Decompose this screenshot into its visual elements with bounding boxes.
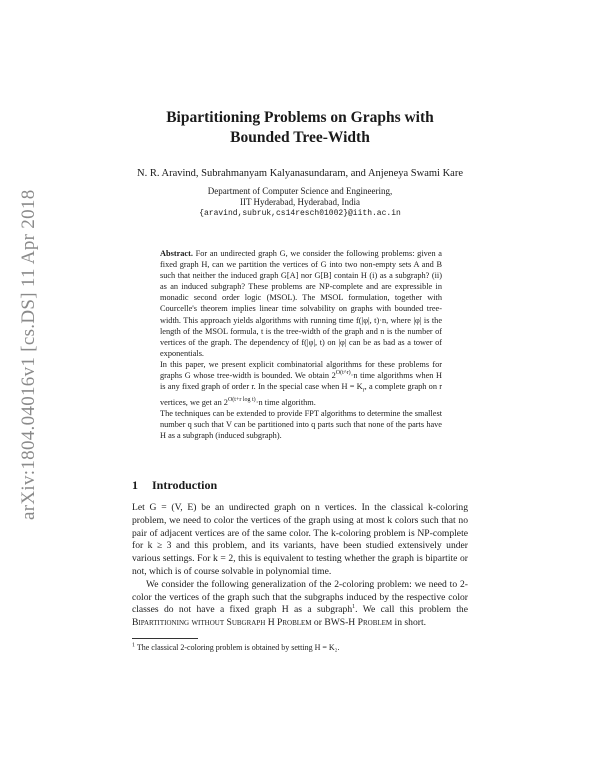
problem-name-2: Problem [357,617,393,629]
arxiv-stamp: arXiv:1804.04016v1 [cs.DS] 11 Apr 2018 [18,189,39,520]
affiliation-department: Department of Computer Science and Engineering, [207,186,393,196]
body-text-2b: . We call this problem the [355,604,468,616]
abstract-exponent-2: O(t+r log t) [227,397,256,404]
abstract-text-2a: In this paper, we present explicit combinatorial algorithms for these problems for graphs G whose tree-width is bounded. We obtain 2 [160,359,442,381]
body-text-2a: We consider the following generalization of the 2-coloring problem: we need to 2-color the vertices of the graph such that the subgraphs induced by the respective color classes do not have a fixed graph H as a subgraph [132,578,468,616]
abstract-exponent-1: O(t^r) [335,370,351,377]
abstract-label: Abstract. [160,249,193,258]
title-line-1: Bipartitioning Problems on Graphs with [166,109,434,126]
body-text-2d: in short. [392,617,427,629]
affiliation-institution: IIT Hyderabad, Hyderabad, India [239,197,361,207]
abstract-text-1: For an undirected graph G, we consider the following problems: given a fixed graph H, can we partition the vertices of G into two non-empty sets A and B such that neither the induced graph G[A] nor G[B] contain H (i) as a subgraph? (ii) as an induced subgraph? These problems are NP-complete and are expressible in monadic second order logic (MSOL). The MSOL formulation, together with Courcelle's theorem implies linear time solvability on graphs with bounded tree-width. This approach yields algorithms with running time f(|φ|, t)·n, where |φ| is the length of the MSOL formula, t is the tree-width of the graph and n is the number of vertices of the graph. The dependency of f(|φ|, t) on |φ| can be as bad as a tower of exponentials. [160,249,442,358]
section-heading [132,478,217,493]
section-title: Introduction [152,478,218,492]
affiliation-email: {aravind,subruk,cs14resch01002}@iith.ac.in [199,209,401,218]
body-paragraph-2 [132,579,468,630]
abstract-text-2b: ·n time algorithms when H is any fixed graph of order r. In the special case when H = K [160,371,442,392]
body-text [132,502,468,630]
problem-name: Bipartitioning without Subgraph H Problem [132,617,312,629]
abstract-text-2d: ·n time algorithm. [255,397,316,407]
footnote-mark: 1 [352,604,356,611]
abstract-subscript: r [362,387,365,394]
section-number: 1 [132,478,138,492]
abstract-text-2c: , a complete graph on r vertices, we get an 2 [160,382,442,407]
footnote-text: The classical 2-coloring problem is obtained by setting H = K₂. [136,643,340,652]
footnote-number: 1 [132,642,135,649]
paper-title [150,108,450,148]
abstract-paragraph-1 [160,248,442,359]
footnote-rule [132,638,198,639]
body-text-2c: or BWS-H [311,617,358,629]
abstract-paragraph-2 [160,359,442,408]
affiliation [170,186,430,219]
title-line-2: Bounded Tree-Width [230,129,370,146]
footnote [132,643,468,653]
body-paragraph-1: Let G = (V, E) be an undirected graph on n vertices. In the classical k-coloring problem, we need to color the vertices of the graph using at most k colors such that no pair of adjacent vertices are of the same color. The k-coloring problem is NP-complete for k ≥ 3 and this problem, and its variants, have been studied extensively under various settings. For k = 2, this is equivalent to testing whether the graph is bipartite or not, which is of course solvable in polynomial time. [132,502,468,577]
abstract [160,248,442,441]
author-list: N. R. Aravind, Subrahmanyam Kalyanasundaram, and Anjeneya Swami Kare [137,168,463,179]
abstract-paragraph-3: The techniques can be extended to provide FPT algorithms to determine the smallest number q such that V can be partitioned into q parts such that none of the parts have H as a subgraph (induced subgraph). [160,408,442,441]
